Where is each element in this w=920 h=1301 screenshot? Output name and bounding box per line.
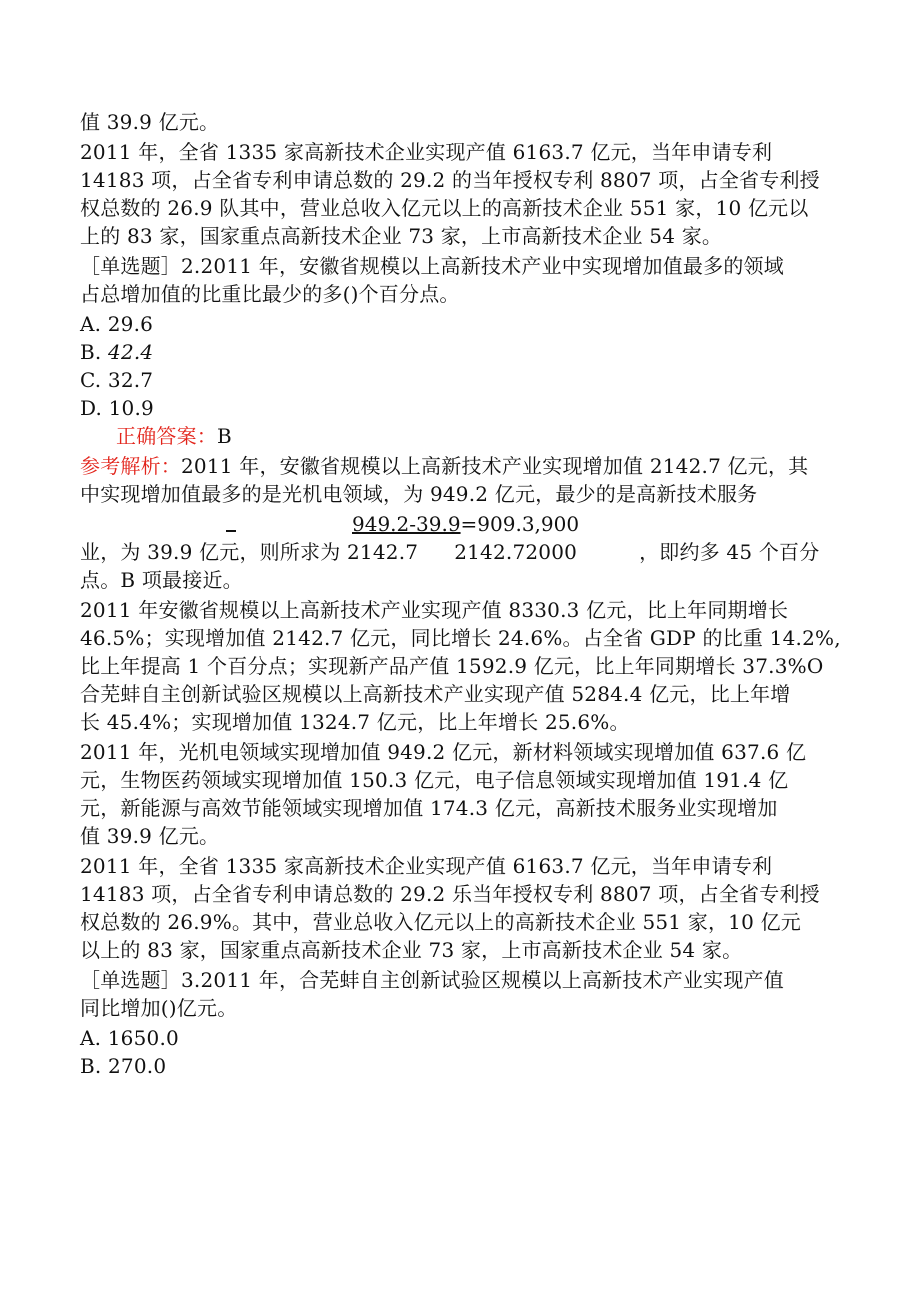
analysis-line [80, 452, 808, 480]
analysis-line: 中实现增加值最多的是光机电领域，为 949.2 亿元，最少的是高新技术服务 [80, 482, 758, 506]
text-line: 元，生物医药领域实现增加值 150.3 亿元，电子信息领域实现增加值 191.4 亿 [80, 768, 789, 792]
text-line: 长 45.4%；实现增加值 1324.7 亿元，比上年增长 25.6%。 [80, 710, 630, 734]
text-line: 以上的 83 家，国家重点高新技术企业 73 家，上市高新技术企业 54 家。 [80, 938, 743, 962]
answer-value: B [217, 424, 232, 448]
text-line: 2011 年，全省 1335 家高新技术企业实现产值 6163.7 亿元，当年申请专利 [80, 140, 773, 164]
text-line: 2011 年，光机电领域实现增加值 949.2 亿元，新材料领域实现增加值 637.6 亿 [80, 740, 807, 764]
question-3-option-a[interactable]: A. 1650.0 [80, 1026, 179, 1050]
question-2-option-b[interactable] [80, 338, 153, 366]
option-label: B. [80, 340, 109, 364]
text-line: 14183 项，占全省专利申请总数的 29.2 的当年授权专利 8807 项，占全省专利授 [80, 168, 820, 192]
fraction-numerator [352, 510, 579, 538]
text-line: 权总数的 26.9 队其中，营业总收入亿元以上的高新技术企业 551 家，10 亿元以 [80, 196, 809, 220]
text-line: 权总数的 26.9%。其中，营业总收入亿元以上的高新技术企业 551 家，10 亿元 [80, 910, 801, 934]
text-line: 14183 项，占全省专利申请总数的 29.2 乐当年授权专利 8807 项，占全省专利授 [80, 882, 820, 906]
analysis-text: ，即约多 45 个百分 [639, 540, 820, 564]
question-3-stem: 同比增加()亿元。 [80, 996, 238, 1020]
numerator-text: 949.2-39.9 [352, 512, 461, 536]
question-3-option-b[interactable]: B. 270.0 [80, 1054, 167, 1078]
text-line: 比上年提高 1 个百分点；实现新产品产值 1592.9 亿元，比上年同期增长 37.3%O [80, 654, 824, 678]
text-line: 上的 83 家，国家重点高新技术企业 73 家，上市高新技术企业 54 家。 [80, 224, 723, 248]
analysis-line [80, 538, 819, 566]
analysis-line: 点。B 项最接近。 [80, 568, 243, 592]
answer-label: 正确答案： [116, 424, 217, 448]
numerator-result: =909.3,900 [460, 512, 580, 536]
correct-answer [116, 422, 232, 450]
question-2-stem: ［单选题］2.2011 年，安徽省规模以上高新技术产业中实现增加值最多的领域 [80, 254, 784, 278]
option-value: 42.4 [108, 340, 154, 364]
question-2-option-d[interactable]: D. 10.9 [80, 396, 154, 420]
analysis-label: 参考解析： [80, 454, 181, 478]
question-2-option-c[interactable]: C. 32.7 [80, 368, 154, 392]
analysis-text: 业，为 39.9 亿元，则所求为 2142.7 [80, 540, 419, 564]
text-line: 值 39.9 亿元。 [80, 110, 220, 134]
question-2-option-a[interactable]: A. 29.6 [80, 312, 154, 336]
text-line: 值 39.9 亿元。 [80, 824, 220, 848]
fraction-denominator: 2142.72000 [454, 540, 578, 564]
text-line: 元，新能源与高效节能领域实现增加值 174.3 亿元，高新技术服务业实现增加 [80, 796, 778, 820]
question-3-stem: ［单选题］3.2011 年，合芜蚌自主创新试验区规模以上高新技术产业实现产值 [80, 968, 784, 992]
question-2-stem: 占总增加值的比重比最少的多()个百分点。 [80, 282, 460, 306]
text-line: 合芜蚌自主创新试验区规模以上高新技术产业实现产值 5284.4 亿元，比上年增 [80, 682, 791, 706]
fraction-bar-mark [226, 530, 236, 532]
text-line: 2011 年，全省 1335 家高新技术企业实现产值 6163.7 亿元，当年申请专利 [80, 854, 773, 878]
text-line: 46.5%；实现增加值 2142.7 亿元，同比增长 24.6%。占全省 GDP 的比重 14.2%, [80, 626, 841, 650]
analysis-text: 2011 年，安徽省规模以上高新技术产业实现增加值 2142.7 亿元，其 [181, 454, 809, 478]
text-line: 2011 年安徽省规模以上高新技术产业实现产值 8330.3 亿元，比上年同期增长 [80, 598, 789, 622]
